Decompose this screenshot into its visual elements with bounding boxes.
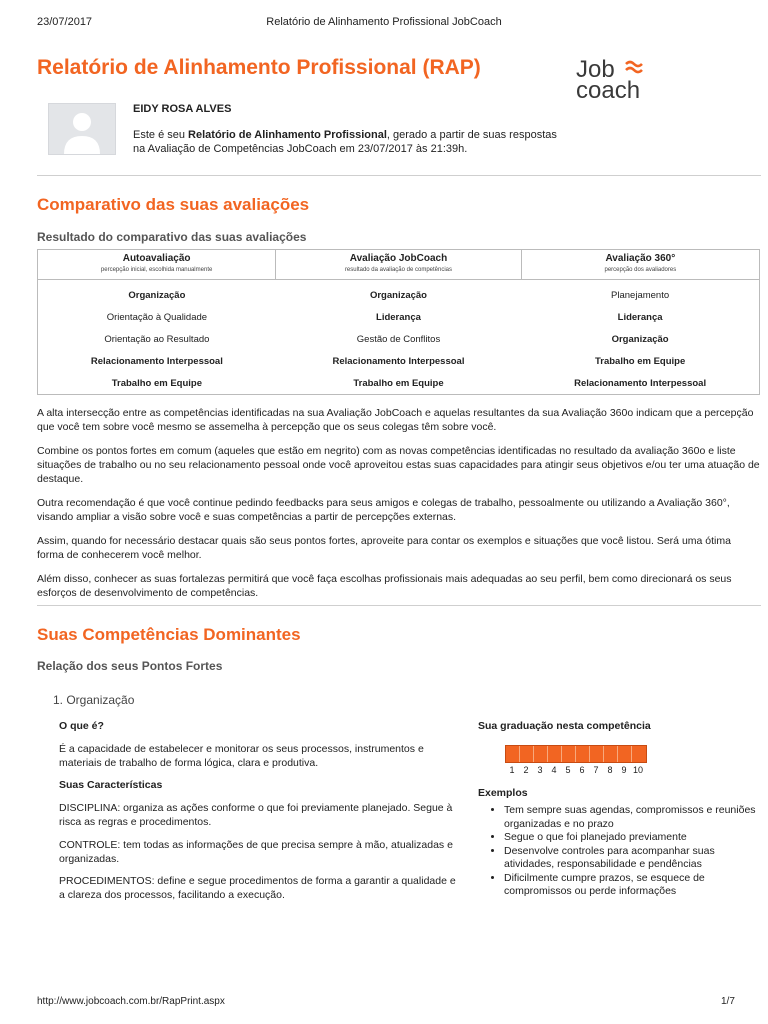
grade-number: 6: [579, 765, 585, 775]
user-name: EIDY ROSA ALVES: [133, 103, 232, 115]
grade-number: 2: [523, 765, 529, 775]
grade-label: Sua graduação nesta competência: [478, 720, 651, 732]
characteristic-item: DISCIPLINA: organiza as ações conforme o que foi previamente planejado. Segue à risca as regras e procedimentos.: [59, 802, 453, 828]
grade-cell: [604, 746, 618, 762]
grade-cell: [534, 746, 548, 762]
grade-number: 5: [565, 765, 571, 775]
grade-scale: [505, 745, 647, 775]
grade-cell: [576, 746, 590, 762]
example-item: • Segue o que foi planejado previamente: [504, 831, 764, 845]
print-doc-title: Relatório de Alinhamento Profissional JobCoach: [266, 16, 502, 28]
table-row: [38, 328, 760, 350]
grade-cell: [618, 746, 632, 762]
table-cell: Relacionamento Interpessoal: [90, 355, 223, 367]
paragraph: Além disso, conhecer as suas fortalezas permitirá que você faça escolhas profissionais mais adequadas ao seu perfil, bem como direcionará os seus esforços de desenvolvimento de competências.: [37, 573, 732, 599]
section-title-dominant: Suas Competências Dominantes: [37, 625, 301, 644]
print-date: 23/07/2017: [37, 16, 93, 28]
comparison-paragraphs: [37, 406, 760, 610]
what-label: O que é?: [59, 720, 104, 732]
paragraph: Combine os pontos fortes em comum (aqueles que estão em negrito) com as novas competências identificadas no resultado da avaliação 360o e liste situações de trabalho ou no seu relacionamento pessoal onde você aproveitou estas suas capacidades para atingir seus objetivos e/ou ter uma atuação de destaque.: [37, 445, 760, 485]
grade-number: 3: [537, 765, 543, 775]
comparison-table-body: [38, 280, 760, 395]
grade-number: 1: [509, 765, 515, 775]
table-row: [38, 350, 760, 372]
user-silhouette-icon: [49, 104, 115, 154]
grade-cell: [632, 746, 646, 762]
section-subtitle-dominant: Relação dos seus Pontos Fortes: [37, 659, 223, 673]
page-number: 1/7: [721, 996, 735, 1007]
grade-number: 9: [621, 765, 627, 775]
characteristic-item: CONTROLE: tem todas as informações de que precisa sempre à mão, atualizadas e organizadas.: [59, 839, 453, 865]
comparison-table: [37, 249, 760, 395]
paragraph: A alta intersecção entre as competências identificadas na sua Avaliação JobCoach e aquelas resultantes da sua Avaliação 360o indicam que a percepção que você tem sobre você mesmo se assemelha à percepção que os seus colegas têm sobre você.: [37, 407, 754, 433]
grade-number: 4: [551, 765, 557, 775]
table-cell: Organização: [611, 333, 669, 345]
table-cell: Gestão de Conflitos: [356, 333, 441, 345]
logo-line1: Job: [576, 56, 615, 83]
grade-cell: [506, 746, 520, 762]
column-header-jobcoach: Avaliação JobCoach resultado da avaliação de competências: [276, 250, 521, 280]
grade-cell: [562, 746, 576, 762]
paragraph: Assim, quando for necessário destacar quais são seus pontos fortes, aproveite para contar os exemplos e situações que você listou. Será uma ótima forma de conhecerem você melhor.: [37, 535, 731, 561]
table-cell: Trabalho em Equipe: [594, 355, 686, 367]
table-cell: Relacionamento Interpessoal: [574, 377, 707, 389]
table-cell: Organização: [128, 289, 186, 301]
table-cell: Relacionamento Interpessoal: [332, 355, 465, 367]
grade-scale-numbers: [505, 765, 647, 775]
table-cell: Organização: [369, 289, 427, 301]
section-title-comparison: Comparativo das suas avaliações: [37, 195, 310, 214]
grade-cell: [548, 746, 562, 762]
table-cell: Liderança: [617, 311, 663, 323]
examples-label: Exemplos: [478, 787, 528, 799]
characteristics-label: Suas Características: [59, 779, 163, 791]
example-item: • Dificilmente cumpre prazos, se esquece de compromissos ou perde informações: [504, 872, 764, 899]
grade-number: 10: [632, 765, 643, 775]
logo-line2: coach: [576, 77, 641, 102]
competency-title: 1. Organização: [53, 693, 135, 707]
characteristic-item: PROCEDIMENTOS: define e segue procedimentos de forma a garantir a qualidade e a clareza dos processos, facilitando a execução.: [59, 875, 456, 901]
examples-list: [478, 804, 764, 899]
grade-number: 7: [593, 765, 599, 775]
divider: [37, 175, 761, 176]
table-row: [38, 372, 760, 395]
grade-cell: [520, 746, 534, 762]
table-cell: Liderança: [376, 311, 421, 323]
intro-text: Este é seu Relatório de Alinhamento Profissional, gerado a partir de suas respostas na Avaliação de Competências JobCoach em 23/07/2017 às 21:39h.: [133, 129, 557, 155]
grade-cell: [590, 746, 604, 762]
grade-bar: [505, 745, 647, 763]
table-cell: Trabalho em Equipe: [353, 377, 444, 389]
print-url: http://www.jobcoach.com.br/RapPrint.aspx: [37, 996, 225, 1007]
divider: [37, 605, 761, 606]
avatar: [48, 103, 116, 155]
example-item: • Tem sempre suas agendas, compromissos e reuniões organizadas e no prazo: [504, 804, 764, 831]
what-text: É a capacidade de estabelecer e monitorar os seus processos, instrumentos e materiais de trabalho de forma lógica, clara e produtiva.: [59, 743, 424, 769]
report-title: Relatório de Alinhamento Profissional (RAP): [37, 56, 481, 79]
jobcoach-logo: [576, 56, 676, 102]
table-row: [38, 280, 760, 307]
table-row: [38, 306, 760, 328]
grade-number: 8: [607, 765, 613, 775]
table-cell: Trabalho em Equipe: [111, 377, 203, 389]
table-cell: Orientação à Qualidade: [106, 311, 208, 323]
column-header-self: Autoavaliação percepção inicial, escolhida manualmente: [38, 250, 276, 280]
section-subtitle-comparison: Resultado do comparativo das suas avaliações: [37, 230, 307, 244]
column-header-360: Avaliação 360° percepção dos avaliadores: [521, 250, 759, 280]
table-cell: Orientação ao Resultado: [104, 333, 210, 345]
table-cell: Planejamento: [611, 289, 670, 301]
example-item: • Desenvolve controles para acompanhar suas atividades, responsabilidade e pendências: [504, 845, 764, 872]
paragraph: Outra recomendação é que você continue pedindo feedbacks para seus amigos e colegas de trabalho, pessoalmente ou utilizando a Avaliação 360°, visando ampliar a visão sobre você e suas competências a partir de percepções externas.: [37, 497, 730, 523]
